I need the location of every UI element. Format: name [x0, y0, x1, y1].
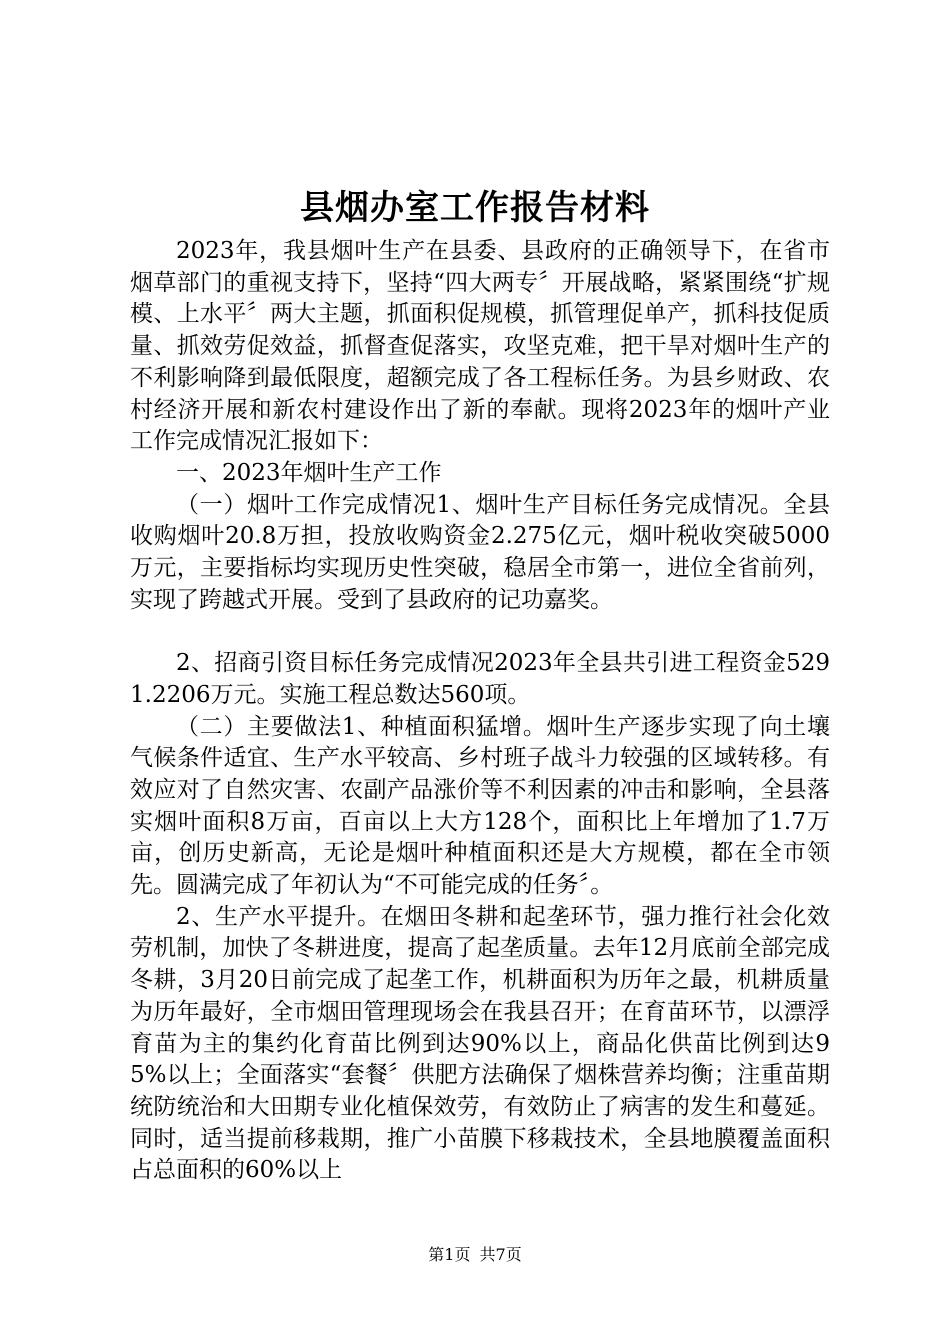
page-number: 第1页 [428, 1245, 471, 1264]
section-heading: 一、2023年烟叶生产工作 [176, 459, 442, 486]
paragraph-investment: 2、招商引资目标任务完成情况2023年全县共引进工程资金5291.2206万元。实施工程总数达560项。 [130, 650, 830, 708]
document-body [130, 236, 830, 1187]
paragraph-methods: （二）主要做法1、种植面积猛增。烟叶生产逐步实现了向土壤气候条件适宜、生产水平较高、乡村班子战斗力较强的区域转移。有效应对了自然灾害、农副产品涨价等不利因素的冲击和影响，全县落实烟叶面积8万亩，百亩以上大方128个，面积比上年增加了1.7万亩，创历史新高，无论是烟叶种植面积还是大方规模，都在全市领先。圆满完成了年初认为“不可能完成的任务〞。 [130, 713, 830, 899]
paragraph-completion: （一）烟叶工作完成情况1、烟叶生产目标任务完成情况。全县收购烟叶20.8万担，投放收购资金2.275亿元，烟叶税收突破5000万元，主要指标均实现历史性突破，稳居全市第一，进位全省前列，实现了跨越式开展。受到了县政府的记功嘉奖。 [130, 491, 830, 613]
page-total: 共7页 [479, 1245, 522, 1264]
paragraph-production: 2、生产水平提升。在烟田冬耕和起垄环节，强力推行社会化效劳机制，加快了冬耕进度，提高了起垄质量。去年12月底前全部完成冬耕，3月20日前完成了起垄工作，机耕面积为历年之最，机耕质量为历年最好，全市烟田管理现场会在我县召开；在育苗环节，以漂浮育苗为主的集约化育苗比例到达90%以上，商品化供苗比例到达95%以上；全面落实“套餐〞供肥方法确保了烟株营养均衡；注重苗期统防统治和大田期专业化植保效劳，有效防止了病害的发生和蔓延。同时，适当提前移栽期，推广小苗膜下移栽技术，全县地膜覆盖面积占总面积的60%以上 [130, 903, 830, 1184]
paragraph-intro: 2023年，我县烟叶生产在县委、县政府的正确领导下，在省市烟草部门的重视支持下，坚持“四大两专〞开展战略，紧紧围绕“扩规模、上水平〞两大主题，抓面积促规模，抓管理促单产，抓科技促质量、抓效劳促效益，抓督查促落实，攻坚克难，把干旱对烟叶生产的不利影响降到最低限度，超额完成了各工程标任务。为县乡财政、农村经济开展和新农村建设作出了新的奉献。现将2023年的烟叶产业工作完成情况汇报如下： [130, 238, 830, 455]
page-footer [0, 1244, 950, 1266]
document-title: 县烟办室工作报告材料 [300, 188, 650, 228]
